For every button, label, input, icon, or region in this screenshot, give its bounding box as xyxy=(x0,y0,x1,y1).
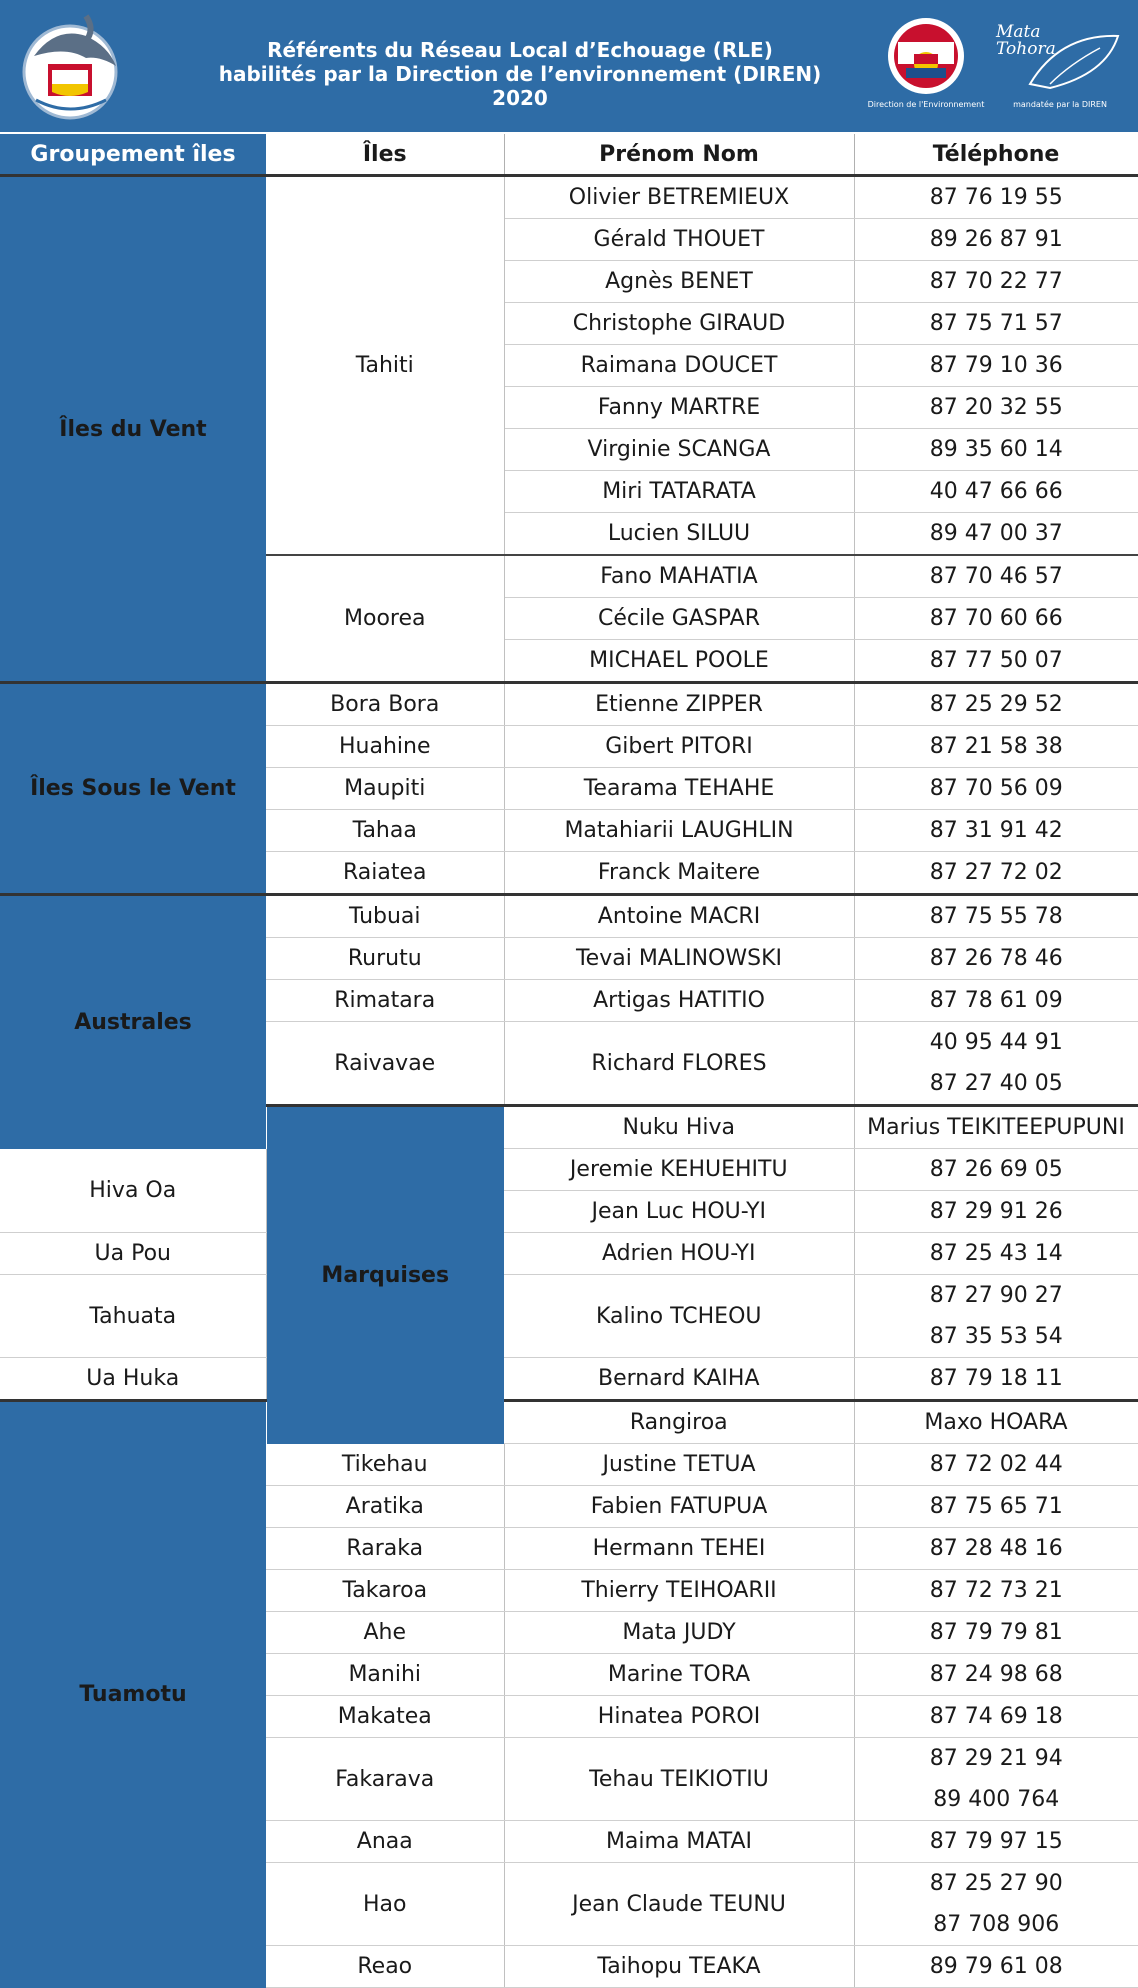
person-name-cell: Raimana DOUCET xyxy=(504,345,854,387)
person-name-cell: Mata JUDY xyxy=(504,1612,854,1654)
table-row xyxy=(0,1401,1138,1444)
person-name-cell: Christophe GIRAUD xyxy=(504,303,854,345)
phone-number: 87 708 906 xyxy=(855,1904,1138,1945)
title-line-2: habilités par la Direction de l’environnement (DIREN) xyxy=(150,62,890,86)
island-name-cell: Makatea xyxy=(266,1696,504,1738)
phone-cell xyxy=(854,683,1138,726)
referents-table xyxy=(0,134,1138,1988)
phone-cell xyxy=(854,387,1138,429)
phone-cell xyxy=(854,1149,1138,1191)
group-name-cell: Marquises xyxy=(266,1106,504,1444)
phone-number: 87 27 90 27 xyxy=(855,1275,1138,1316)
phone-cell xyxy=(854,640,1138,683)
table-row xyxy=(0,1358,1138,1401)
phone-number: 87 27 40 05 xyxy=(855,1063,1138,1104)
mata-brand-line-1: Mata xyxy=(996,24,1056,41)
person-name-cell: Hinatea POROI xyxy=(504,1696,854,1738)
island-name-cell: Tikehau xyxy=(266,1444,504,1486)
phone-cell xyxy=(854,345,1138,387)
person-name-cell: Tearama TEHAHE xyxy=(504,768,854,810)
table-header-row xyxy=(0,134,1138,176)
column-header-telephone: Téléphone xyxy=(854,134,1138,176)
island-name-cell: Rangiroa xyxy=(504,1401,854,1444)
phone-cell xyxy=(854,1696,1138,1738)
phone-number: 87 70 60 66 xyxy=(855,598,1138,639)
person-name-cell: Gibert PITORI xyxy=(504,726,854,768)
person-name-cell: Cécile GASPAR xyxy=(504,598,854,640)
island-name-cell: Tahiti xyxy=(266,176,504,556)
person-name-cell: Lucien SILUU xyxy=(504,513,854,556)
table-row xyxy=(0,1275,1138,1358)
phone-number: 87 79 97 15 xyxy=(855,1821,1138,1862)
phone-cell xyxy=(854,852,1138,895)
phone-cell xyxy=(854,1863,1138,1946)
phone-number: 87 79 79 81 xyxy=(855,1612,1138,1653)
island-name-cell: Fakarava xyxy=(266,1738,504,1821)
island-name-cell: Raraka xyxy=(266,1528,504,1570)
phone-number: 87 27 72 02 xyxy=(855,852,1138,893)
person-name-cell: Agnès BENET xyxy=(504,261,854,303)
title-line-1: Référents du Réseau Local d’Echouage (RLE) xyxy=(150,38,890,62)
phone-number: 89 47 00 37 xyxy=(855,513,1138,554)
person-name-cell: Maxo HOARA xyxy=(854,1401,1138,1444)
person-name-cell: MICHAEL POOLE xyxy=(504,640,854,683)
group-name-cell: Tuamotu xyxy=(0,1401,266,1988)
phone-cell xyxy=(854,810,1138,852)
person-name-cell: Gérald THOUET xyxy=(504,219,854,261)
person-name-cell: Jean Claude TEUNU xyxy=(504,1863,854,1946)
phone-cell xyxy=(854,219,1138,261)
person-name-cell: Tehau TEIKIOTIU xyxy=(504,1738,854,1821)
phone-number: 87 25 27 90 xyxy=(855,1863,1138,1904)
phone-number: 87 74 69 18 xyxy=(855,1696,1138,1737)
phone-cell xyxy=(854,726,1138,768)
island-name-cell: Tahuata xyxy=(0,1275,266,1358)
phone-number: 87 35 53 54 xyxy=(855,1316,1138,1357)
phone-number: 87 21 58 38 xyxy=(855,726,1138,767)
person-name-cell: Taihopu TEAKA xyxy=(504,1946,854,1988)
person-name-cell: Olivier BETREMIEUX xyxy=(504,176,854,219)
island-name-cell: Maupiti xyxy=(266,768,504,810)
group-name-cell: Australes xyxy=(0,895,266,1149)
column-header-iles: Îles xyxy=(266,134,504,176)
document-title xyxy=(150,38,890,110)
phone-number: 87 20 32 55 xyxy=(855,387,1138,428)
title-line-3: 2020 xyxy=(150,86,890,110)
island-name-cell: Reao xyxy=(266,1946,504,1988)
phone-number: 89 79 61 08 xyxy=(855,1946,1138,1987)
phone-cell xyxy=(854,429,1138,471)
phone-number: 87 24 98 68 xyxy=(855,1654,1138,1695)
phone-cell xyxy=(854,1233,1138,1275)
person-name-cell: Richard FLORES xyxy=(504,1022,854,1106)
table-body xyxy=(0,176,1138,1988)
table-row xyxy=(0,895,1138,938)
phone-number: 87 78 61 09 xyxy=(855,980,1138,1021)
island-name-cell: Rurutu xyxy=(266,938,504,980)
island-name-cell: Ua Pou xyxy=(0,1233,266,1275)
person-name-cell: Virginie SCANGA xyxy=(504,429,854,471)
island-name-cell: Huahine xyxy=(266,726,504,768)
phone-number: 87 26 78 46 xyxy=(855,938,1138,979)
phone-cell xyxy=(854,1022,1138,1106)
phone-cell xyxy=(854,471,1138,513)
phone-cell xyxy=(854,1191,1138,1233)
phone-number: 89 35 60 14 xyxy=(855,429,1138,470)
island-name-cell: Ahe xyxy=(266,1612,504,1654)
page-header xyxy=(0,0,1138,132)
person-name-cell: Thierry TEIHOARII xyxy=(504,1570,854,1612)
person-name-cell: Marine TORA xyxy=(504,1654,854,1696)
phone-number: 87 29 91 26 xyxy=(855,1191,1138,1232)
island-name-cell: Takaroa xyxy=(266,1570,504,1612)
island-name-cell: Manihi xyxy=(266,1654,504,1696)
phone-cell xyxy=(854,513,1138,556)
mata-tohora-brand xyxy=(996,24,1056,58)
phone-number: 87 28 48 16 xyxy=(855,1528,1138,1569)
phone-number: 89 26 87 91 xyxy=(855,219,1138,260)
phone-number: 87 75 55 78 xyxy=(855,896,1138,937)
phone-number: 87 25 43 14 xyxy=(855,1233,1138,1274)
phone-cell xyxy=(854,1275,1138,1358)
island-name-cell: Hiva Oa xyxy=(0,1149,266,1233)
person-name-cell: Matahiarii LAUGHLIN xyxy=(504,810,854,852)
island-name-cell: Moorea xyxy=(266,555,504,683)
phone-cell xyxy=(854,1821,1138,1863)
island-name-cell: Tahaa xyxy=(266,810,504,852)
phone-number: 87 31 91 42 xyxy=(855,810,1138,851)
island-name-cell: Nuku Hiva xyxy=(504,1106,854,1149)
column-header-prenom-nom: Prénom Nom xyxy=(504,134,854,176)
phone-cell xyxy=(854,1570,1138,1612)
phone-number: 87 79 10 36 xyxy=(855,345,1138,386)
diren-logo-icon xyxy=(866,14,986,114)
phone-number: 87 75 71 57 xyxy=(855,303,1138,344)
island-name-cell: Tubuai xyxy=(266,895,504,938)
table-row xyxy=(0,1149,1138,1191)
phone-number: 87 79 18 11 xyxy=(855,1358,1138,1399)
person-name-cell: Etienne ZIPPER xyxy=(504,683,854,726)
phone-cell xyxy=(854,1528,1138,1570)
person-name-cell: Fanny MARTRE xyxy=(504,387,854,429)
phone-cell xyxy=(854,768,1138,810)
phone-cell xyxy=(854,303,1138,345)
phone-number: 87 77 50 07 xyxy=(855,640,1138,681)
phone-number: 87 29 21 94 xyxy=(855,1738,1138,1779)
island-name-cell: Raiatea xyxy=(266,852,504,895)
person-name-cell: Adrien HOU-YI xyxy=(504,1233,854,1275)
phone-number: 87 70 46 57 xyxy=(855,556,1138,597)
phone-number: 87 76 19 55 xyxy=(855,177,1138,218)
phone-cell xyxy=(854,176,1138,219)
person-name-cell: Tevai MALINOWSKI xyxy=(504,938,854,980)
person-name-cell: Kalino TCHEOU xyxy=(504,1275,854,1358)
person-name-cell: Justine TETUA xyxy=(504,1444,854,1486)
table-row xyxy=(0,1233,1138,1275)
island-name-cell: Rimatara xyxy=(266,980,504,1022)
phone-number: 40 47 66 66 xyxy=(855,471,1138,512)
group-name-cell: Îles du Vent xyxy=(0,176,266,683)
table-row xyxy=(0,683,1138,726)
person-name-cell: Franck Maitere xyxy=(504,852,854,895)
phone-number: 87 26 69 05 xyxy=(855,1149,1138,1190)
phone-number: 40 95 44 91 xyxy=(855,1022,1138,1063)
phone-number: 87 75 65 71 xyxy=(855,1486,1138,1527)
island-name-cell: Aratika xyxy=(266,1486,504,1528)
person-name-cell: Artigas HATITIO xyxy=(504,980,854,1022)
person-name-cell: Miri TATARATA xyxy=(504,471,854,513)
person-name-cell: Fabien FATUPUA xyxy=(504,1486,854,1528)
phone-cell xyxy=(854,1654,1138,1696)
phone-number: 87 70 56 09 xyxy=(855,768,1138,809)
phone-number: 87 72 02 44 xyxy=(855,1444,1138,1485)
phone-number: 87 70 22 77 xyxy=(855,261,1138,302)
phone-cell xyxy=(854,1444,1138,1486)
island-name-cell: Raivavae xyxy=(266,1022,504,1106)
person-name-cell: Jeremie KEHUEHITU xyxy=(504,1149,854,1191)
person-name-cell: Fano MAHATIA xyxy=(504,555,854,598)
person-name-cell: Marius TEIKITEEPUPUNI xyxy=(854,1106,1138,1149)
column-header-groupement: Groupement îles xyxy=(0,134,266,176)
mata-tohora-logo-icon xyxy=(990,14,1130,114)
phone-cell xyxy=(854,1738,1138,1821)
phone-cell xyxy=(854,1946,1138,1988)
diren-caption: Direction de l'Environnement xyxy=(866,100,986,110)
phone-cell xyxy=(854,555,1138,598)
phone-cell xyxy=(854,980,1138,1022)
island-name-cell: Anaa xyxy=(266,1821,504,1863)
mata-brand-line-2: Tohora xyxy=(996,41,1056,58)
rle-logo-icon xyxy=(16,6,124,128)
table-row xyxy=(0,176,1138,219)
person-name-cell: Maima MATAI xyxy=(504,1821,854,1863)
island-name-cell: Ua Huka xyxy=(0,1358,266,1401)
phone-number: 89 400 764 xyxy=(855,1779,1138,1820)
phone-number: 87 72 73 21 xyxy=(855,1570,1138,1611)
island-name-cell: Bora Bora xyxy=(266,683,504,726)
person-name-cell: Bernard KAIHA xyxy=(504,1358,854,1401)
person-name-cell: Antoine MACRI xyxy=(504,895,854,938)
phone-cell xyxy=(854,895,1138,938)
phone-number: 87 25 29 52 xyxy=(855,684,1138,725)
person-name-cell: Jean Luc HOU-YI xyxy=(504,1191,854,1233)
phone-cell xyxy=(854,1612,1138,1654)
phone-cell xyxy=(854,1486,1138,1528)
island-name-cell: Hao xyxy=(266,1863,504,1946)
mata-caption: mandatée par la DIREN xyxy=(990,100,1130,110)
phone-cell xyxy=(854,261,1138,303)
person-name-cell: Hermann TEHEI xyxy=(504,1528,854,1570)
phone-cell xyxy=(854,938,1138,980)
group-name-cell: Îles Sous le Vent xyxy=(0,683,266,895)
phone-cell xyxy=(854,598,1138,640)
phone-cell xyxy=(854,1358,1138,1401)
